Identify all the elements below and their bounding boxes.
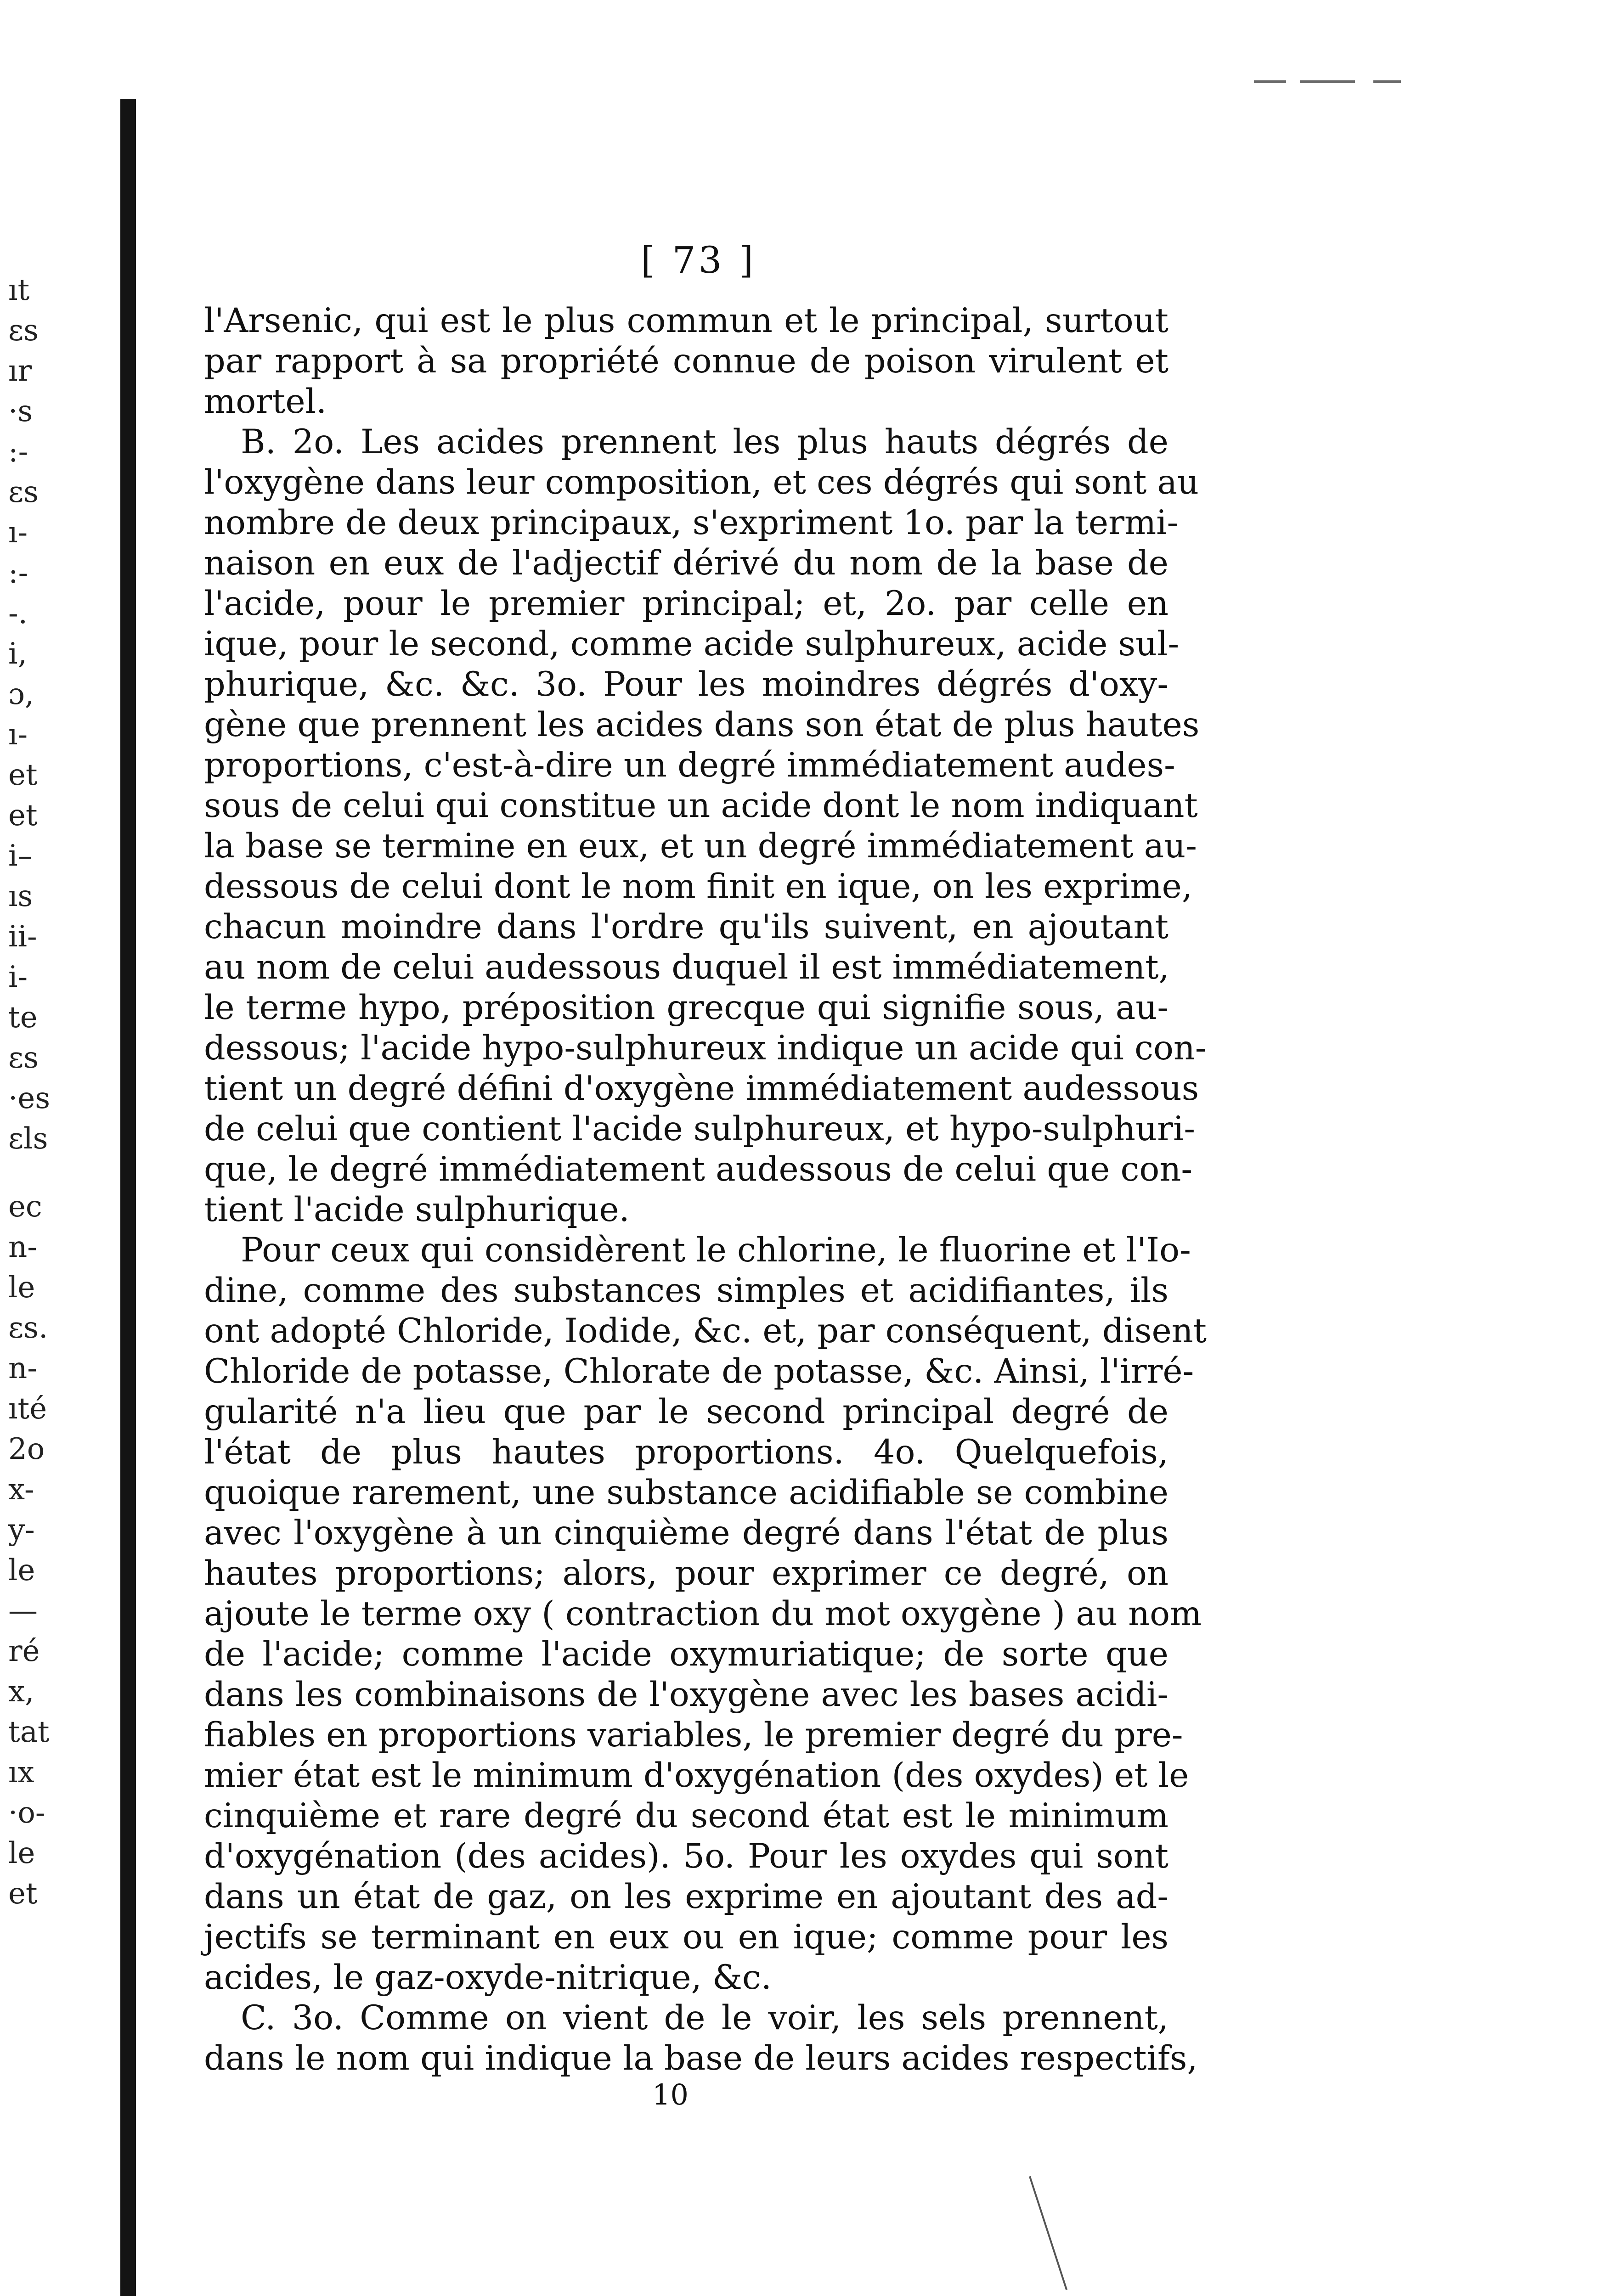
margin-fragment: :- — [8, 435, 28, 469]
margin-fragment: le — [8, 1271, 35, 1305]
text-line: chacun moindre dans l'ordre qu'ils suivent, en ajoutant — [204, 907, 1168, 946]
margin-fragment: ıté — [8, 1392, 47, 1426]
binding-gutter-bar — [120, 99, 136, 2296]
margin-fragment: ·s — [8, 394, 33, 428]
text-line: naison en eux de l'adjectif dérivé du nom de la base de — [204, 544, 1168, 583]
margin-fragment: ·es — [8, 1081, 51, 1115]
margin-fragment: n- — [8, 1351, 37, 1385]
text-line: dans les combinaisons de l'oxygène avec les bases acidi- — [204, 1675, 1168, 1714]
margin-fragment: ɔ, — [8, 677, 34, 711]
margin-fragment: ı- — [8, 516, 28, 550]
margin-fragment: i- — [8, 960, 28, 994]
text-line: dine, comme des substances simples et acidifiantes, ils — [204, 1271, 1168, 1310]
text-line: de celui que contient l'acide sulphureux, et hypo-sulphuri- — [204, 1109, 1195, 1148]
text-line: l'acide, pour le premier principal; et, 2o. par celle en — [204, 584, 1168, 623]
text-line: C. 3o. Comme on vient de le voir, les sels prennent, — [241, 1998, 1168, 2037]
margin-fragment: n- — [8, 1230, 37, 1264]
text-line: avec l'oxygène à un cinquième degré dans l'état de plus — [204, 1514, 1168, 1553]
margin-fragment: ı- — [8, 718, 28, 752]
text-line: dessous de celui dont le nom finit en ique, on les exprime, — [204, 867, 1193, 906]
margin-fragment: 2o — [8, 1432, 45, 1466]
text-line: d'oxygénation (des acides). 5o. Pour les oxydes qui sont — [204, 1837, 1168, 1876]
scan-dash — [1300, 80, 1355, 83]
margin-fragment: ɛs — [8, 475, 39, 509]
margin-fragment: :- — [8, 556, 28, 590]
text-line: l'état de plus hautes proportions. 4o. Quelquefois, — [204, 1433, 1168, 1472]
text-line: tient l'acide sulphurique. — [204, 1190, 630, 1229]
scan-stroke — [1029, 2176, 1067, 2290]
margin-fragment: et — [8, 1877, 38, 1911]
text-line: dans un état de gaz, on les exprime en ajoutant des ad- — [204, 1877, 1168, 1916]
text-line: phurique, &c. &c. 3o. Pour les moindres dégrés d'oxy- — [204, 665, 1168, 704]
text-line: Pour ceux qui considèrent le chlorine, le fluorine et l'Io- — [241, 1231, 1191, 1270]
margin-fragment: ɛs. — [8, 1311, 48, 1345]
margin-fragment: le — [8, 1553, 35, 1587]
text-line: proportions, c'est-à-dire un degré immédiatement audes- — [204, 746, 1175, 785]
text-line: la base se termine en eux, et un degré immédiatement au- — [204, 827, 1197, 866]
text-line: gularité n'a lieu que par le second principal degré de — [204, 1392, 1168, 1431]
text-line: ont adopté Chloride, Iodide, &c. et, par conséquent, disent — [204, 1311, 1207, 1351]
margin-fragment: ıt — [8, 273, 30, 307]
margin-fragment: i, — [8, 637, 27, 671]
text-line: l'oxygène dans leur composition, et ces dégrés qui sont au — [204, 463, 1199, 502]
margin-fragment: i– — [8, 839, 33, 873]
margin-fragment: x, — [8, 1675, 34, 1709]
margin-fragment: ır — [8, 354, 32, 388]
margin-fragment: ıs — [8, 879, 33, 913]
text-line: mortel. — [204, 382, 327, 421]
margin-fragment: te — [8, 1001, 38, 1035]
text-line: l'Arsenic, qui est le plus commun et le principal, surtout — [204, 301, 1168, 340]
margin-fragment: tat — [8, 1715, 50, 1749]
text-line: nombre de deux principaux, s'expriment 1o. par la termi- — [204, 503, 1179, 542]
text-line: fiables en proportions variables, le premier degré du pre- — [204, 1716, 1183, 1755]
margin-fragment: y- — [8, 1513, 35, 1547]
margin-fragment: — — [8, 1594, 38, 1628]
scan-dash — [1254, 80, 1286, 83]
margin-fragment: x- — [8, 1473, 34, 1507]
text-line: ique, pour le second, comme acide sulphureux, acide sul- — [204, 625, 1180, 664]
margin-fragment: ıx — [8, 1756, 34, 1790]
margin-fragment: ii- — [8, 920, 37, 954]
margin-fragment: ɛs — [8, 314, 39, 348]
margin-fragment: ɛs — [8, 1041, 39, 1075]
text-line: sous de celui qui constitue un acide dont le nom indiquant — [204, 786, 1198, 825]
text-line: ajoute le terme oxy ( contraction du mot oxygène ) au nom — [204, 1594, 1202, 1633]
text-line: B. 2o. Les acides prennent les plus hauts dégrés de — [241, 422, 1168, 461]
text-line: cinquième et rare degré du second état est le minimum — [204, 1796, 1168, 1835]
text-line: au nom de celui audessous duquel il est immédiatement, — [204, 948, 1169, 987]
text-line: tient un degré défini d'oxygène immédiatement audessous — [204, 1069, 1199, 1108]
text-line: acides, le gaz-oxyde-nitrique, &c. — [204, 1958, 772, 1997]
text-line: hautes proportions; alors, pour exprimer ce degré, on — [204, 1554, 1168, 1593]
text-line: Chloride de potasse, Chlorate de potasse, &c. Ainsi, l'irré- — [204, 1352, 1194, 1391]
text-line: quoique rarement, une substance acidifiable se combine — [204, 1473, 1168, 1512]
scan-dash — [1373, 80, 1401, 83]
page-number: [ 73 ] — [641, 239, 756, 281]
text-line: mier état est le minimum d'oxygénation (des oxydes) et le — [204, 1756, 1189, 1795]
text-line: par rapport à sa propriété connue de poison virulent et — [204, 342, 1168, 381]
margin-fragment: ɛls — [8, 1122, 48, 1156]
text-line: jectifs se terminant en eux ou en ique; comme pour les — [204, 1918, 1168, 1957]
text-line: dessous; l'acide hypo-sulphureux indique un acide qui con- — [204, 1029, 1207, 1068]
margin-fragment: et — [8, 799, 38, 833]
signature-mark: 10 — [652, 2078, 689, 2111]
text-line: dans le nom qui indique la base de leurs acides respectifs, — [204, 2039, 1198, 2078]
margin-fragment: ·o- — [8, 1796, 45, 1830]
text-line: gène que prennent les acides dans son état de plus hautes — [204, 705, 1200, 744]
text-line: que, le degré immédiatement audessous de celui que con- — [204, 1150, 1193, 1189]
margin-fragment: le — [8, 1836, 35, 1870]
text-line: le terme hypo, préposition grecque qui signifie sous, au- — [204, 988, 1168, 1027]
margin-fragment: -. — [8, 597, 28, 630]
text-line: de l'acide; comme l'acide oxymuriatique; de sorte que — [204, 1635, 1168, 1674]
margin-fragment: ec — [8, 1190, 42, 1224]
margin-fragment: ré — [8, 1634, 40, 1668]
margin-fragment: et — [8, 758, 38, 792]
